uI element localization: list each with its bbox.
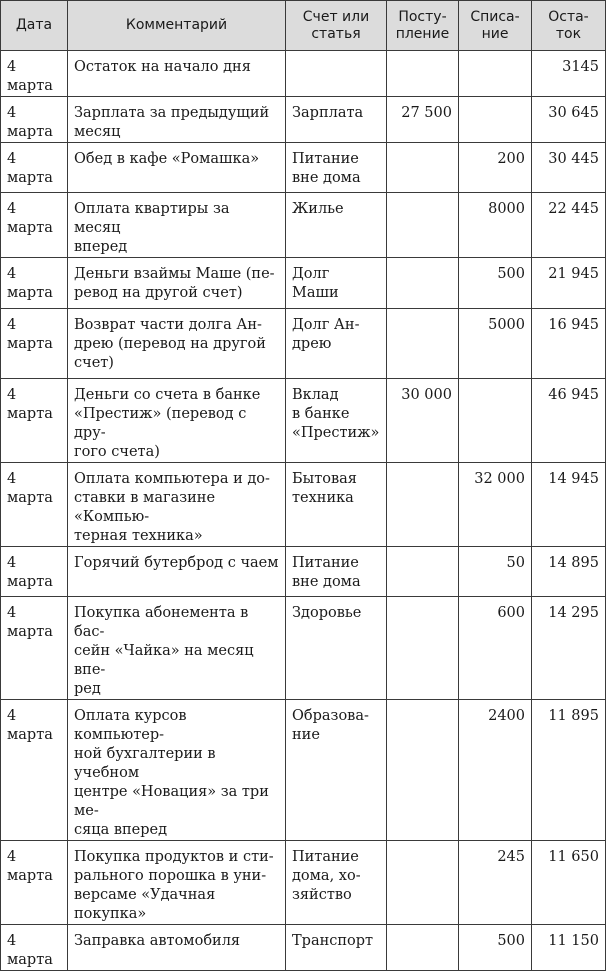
cell-income <box>387 547 459 597</box>
cell-date-text: 4 марта <box>7 201 53 236</box>
cell-account <box>286 51 387 97</box>
table-body <box>1 51 606 971</box>
cell-comment <box>68 925 286 971</box>
cell-date-text: 4 марта <box>7 105 53 140</box>
cell-date-text: 4 марта <box>7 708 53 743</box>
cell-income <box>387 379 459 463</box>
table-row <box>1 97 606 143</box>
cell-expense-text: 50 <box>506 555 525 571</box>
cell-expense <box>459 379 532 463</box>
cell-account-text: Транспорт <box>292 933 374 949</box>
table-row <box>1 379 606 463</box>
table-row <box>1 463 606 547</box>
cell-balance-text: 14 295 <box>548 605 599 621</box>
cell-balance <box>532 597 606 700</box>
cell-balance <box>532 463 606 547</box>
cell-income <box>387 597 459 700</box>
cell-date <box>1 547 68 597</box>
cell-expense <box>459 193 532 258</box>
cell-date-text: 4 марта <box>7 387 53 422</box>
cell-date-text: 4 марта <box>7 849 53 884</box>
cell-date-text: 4 марта <box>7 605 53 640</box>
cell-expense <box>459 309 532 379</box>
cell-expense-text: 500 <box>497 933 525 949</box>
cell-expense <box>459 597 532 700</box>
header-expense: Списа- ние <box>459 1 532 51</box>
header-balance: Оста- ток <box>532 1 606 51</box>
cell-comment-text: Горячий бутерброд с чаем <box>74 555 279 571</box>
cell-balance-text: 30 645 <box>548 105 599 121</box>
cell-balance <box>532 51 606 97</box>
cell-income <box>387 51 459 97</box>
cell-account <box>286 379 387 463</box>
cell-balance-text: 3145 <box>562 59 599 75</box>
cell-comment-text: Оплата компьютера и до- ставки в магазине «Компью- терная техника» <box>74 471 270 544</box>
table-row <box>1 700 606 841</box>
cell-comment-text: Возврат части долга Ан- дрею (перевод на другой счет) <box>74 317 266 371</box>
header-income: Посту- пление <box>387 1 459 51</box>
cell-date-text: 4 марта <box>7 317 53 352</box>
cell-account-text: Жилье <box>292 201 344 217</box>
cell-account <box>286 193 387 258</box>
cell-date <box>1 143 68 193</box>
cell-account-text: Долг Ан- дрею <box>292 317 360 352</box>
cell-balance <box>532 379 606 463</box>
cell-date <box>1 841 68 925</box>
cell-comment <box>68 193 286 258</box>
cell-comment-text: Оплата курсов компьютер- ной бухгалтерии в учебном центре «Новация» за три ме- сяца вперед <box>74 708 269 838</box>
cell-comment-text: Остаток на начало дня <box>74 59 251 75</box>
cell-balance <box>532 309 606 379</box>
cell-comment-text: Деньги со счета в банке «Престиж» (перевод с дру- гого счета) <box>74 387 261 460</box>
cell-comment-text: Оплата квартиры за месяц вперед <box>74 201 230 255</box>
cell-balance-text: 16 945 <box>548 317 599 333</box>
cell-comment-text: Покупка продуктов и сти- рального порошка в уни- версаме «Удачная покупка» <box>74 849 274 922</box>
cell-expense <box>459 97 532 143</box>
cell-comment <box>68 379 286 463</box>
cell-income <box>387 925 459 971</box>
cell-comment <box>68 143 286 193</box>
table-header <box>1 1 606 51</box>
cell-comment <box>68 97 286 143</box>
cell-date <box>1 463 68 547</box>
table-row <box>1 51 606 97</box>
header-account: Счет или статья <box>286 1 387 51</box>
cell-expense <box>459 547 532 597</box>
cell-balance-text: 11 150 <box>548 933 599 949</box>
cell-comment <box>68 700 286 841</box>
cell-expense <box>459 925 532 971</box>
cell-account-text: Бытовая техника <box>292 471 357 506</box>
cell-expense-text: 8000 <box>488 201 525 217</box>
cell-income <box>387 97 459 143</box>
cell-comment <box>68 597 286 700</box>
cell-account <box>286 463 387 547</box>
cell-expense-text: 500 <box>497 266 525 282</box>
table-row <box>1 597 606 700</box>
cell-expense-text: 200 <box>497 151 525 167</box>
cell-account-text: Зарплата <box>292 105 364 121</box>
cell-income <box>387 258 459 309</box>
cell-balance-text: 22 445 <box>548 201 599 217</box>
cell-date <box>1 193 68 258</box>
cell-balance <box>532 193 606 258</box>
cell-date <box>1 700 68 841</box>
table-row <box>1 841 606 925</box>
header-row <box>1 1 606 51</box>
cell-account <box>286 258 387 309</box>
cell-account-text: Питание дома, хо- зяйство <box>292 849 361 903</box>
cell-balance <box>532 143 606 193</box>
table-row <box>1 193 606 258</box>
cell-balance <box>532 841 606 925</box>
cell-account <box>286 97 387 143</box>
cell-balance-text: 21 945 <box>548 266 599 282</box>
cell-balance-text: 11 650 <box>548 849 599 865</box>
cell-expense-text: 600 <box>497 605 525 621</box>
cell-account-text: Вклад в банке «Престиж» <box>292 387 380 441</box>
cell-income <box>387 143 459 193</box>
table-row <box>1 143 606 193</box>
cell-income <box>387 309 459 379</box>
cell-comment-text: Заправка автомобиля <box>74 933 241 949</box>
cell-date <box>1 597 68 700</box>
cell-balance <box>532 258 606 309</box>
cell-income <box>387 463 459 547</box>
cell-balance-text: 46 945 <box>548 387 599 403</box>
cell-comment <box>68 51 286 97</box>
cell-account-text: Долг Маши <box>292 266 339 301</box>
cell-income <box>387 193 459 258</box>
cell-comment <box>68 258 286 309</box>
header-date: Дата <box>1 1 68 51</box>
cell-account <box>286 547 387 597</box>
cell-account <box>286 841 387 925</box>
cell-expense-text: 245 <box>497 849 525 865</box>
cell-account-text: Здоровье <box>292 605 362 621</box>
cell-expense <box>459 841 532 925</box>
cell-expense <box>459 143 532 193</box>
cell-income-text: 27 500 <box>401 105 452 121</box>
cell-expense-text: 2400 <box>488 708 525 724</box>
cell-expense-text: 5000 <box>488 317 525 333</box>
cell-comment-text: Покупка абонемента в бас- сейн «Чайка» на месяц впе- ред <box>74 605 254 697</box>
cell-account-text: Образова- ние <box>292 708 369 743</box>
cell-expense <box>459 51 532 97</box>
cell-balance <box>532 97 606 143</box>
cell-balance <box>532 547 606 597</box>
cell-comment <box>68 463 286 547</box>
cell-balance-text: 14 945 <box>548 471 599 487</box>
cell-expense-text: 32 000 <box>474 471 525 487</box>
cell-expense <box>459 258 532 309</box>
cell-account <box>286 143 387 193</box>
table-row <box>1 547 606 597</box>
cell-comment <box>68 309 286 379</box>
cell-date-text: 4 марта <box>7 933 53 968</box>
cell-account <box>286 309 387 379</box>
table-row <box>1 925 606 971</box>
cell-date <box>1 258 68 309</box>
cell-comment <box>68 841 286 925</box>
cell-date <box>1 925 68 971</box>
cell-comment-text: Деньги взаймы Маше (пе- ревод на другой счет) <box>74 266 275 301</box>
cell-account <box>286 597 387 700</box>
cell-balance-text: 30 445 <box>548 151 599 167</box>
table-row <box>1 309 606 379</box>
cell-date-text: 4 марта <box>7 555 53 590</box>
cell-comment <box>68 547 286 597</box>
cell-date-text: 4 марта <box>7 471 53 506</box>
cell-comment-text: Зарплата за предыдущий месяц <box>74 105 270 140</box>
header-comment: Комментарий <box>68 1 286 51</box>
cell-date-text: 4 марта <box>7 151 53 186</box>
cell-date <box>1 379 68 463</box>
cell-account-text: Питание вне дома <box>292 151 361 186</box>
cell-comment-text: Обед в кафе «Ромашка» <box>74 151 260 167</box>
cell-balance-text: 14 895 <box>548 555 599 571</box>
cell-account-text: Питание вне дома <box>292 555 361 590</box>
cell-income <box>387 700 459 841</box>
cell-date-text: 4 марта <box>7 266 53 301</box>
cell-date-text: 4 марта <box>7 59 53 94</box>
table-row <box>1 258 606 309</box>
cell-date <box>1 309 68 379</box>
cell-account <box>286 700 387 841</box>
cell-income <box>387 841 459 925</box>
cell-date <box>1 97 68 143</box>
cell-balance <box>532 925 606 971</box>
cell-expense <box>459 463 532 547</box>
cell-balance <box>532 700 606 841</box>
cell-expense <box>459 700 532 841</box>
cell-balance-text: 11 895 <box>548 708 599 724</box>
cell-date <box>1 51 68 97</box>
cell-account <box>286 925 387 971</box>
cell-income-text: 30 000 <box>401 387 452 403</box>
